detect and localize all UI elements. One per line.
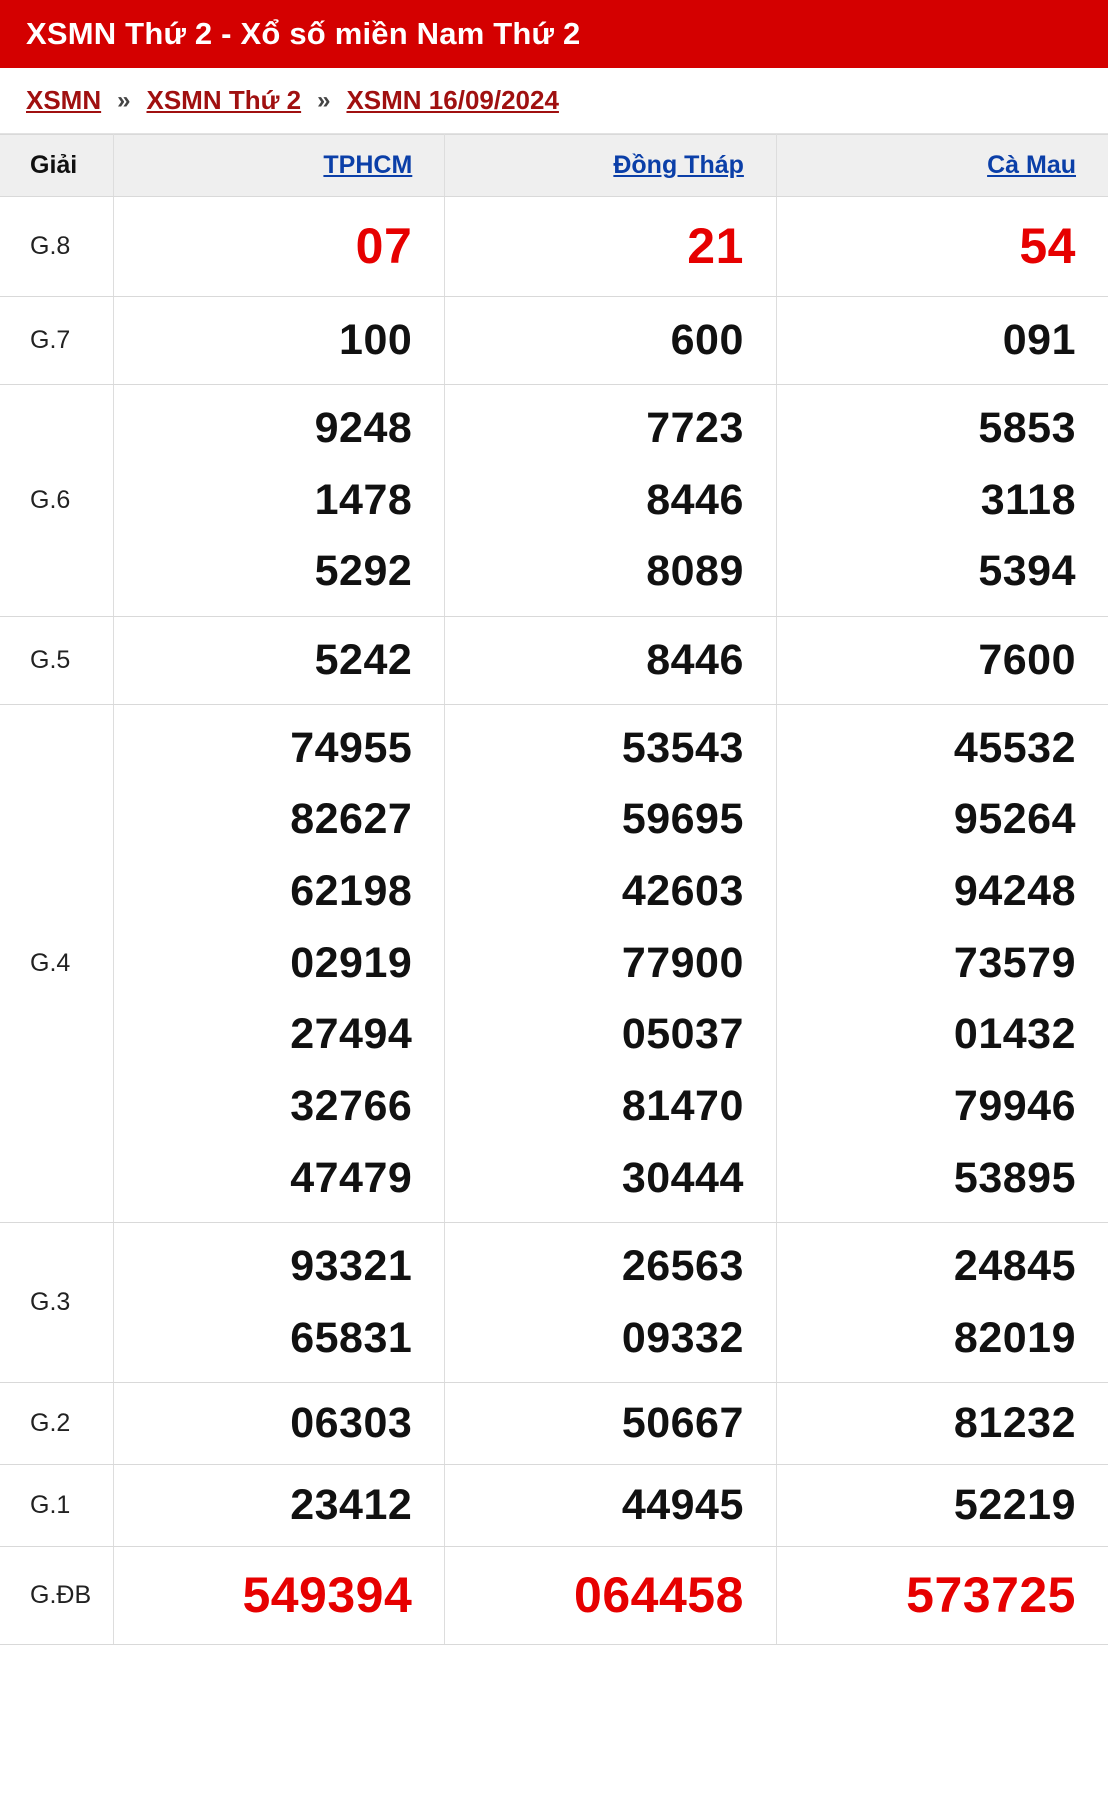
prize-label: G.ĐB [0,1547,113,1645]
number-list [778,1389,1076,1459]
table-row [0,1465,1108,1547]
result-cell-ca-mau [776,1465,1108,1547]
table-header [0,135,1108,197]
result-number: 573725 [906,1567,1076,1623]
result-cell-tphcm [113,617,445,705]
result-cell-tphcm [113,705,445,1223]
number-list [778,626,1076,696]
result-cell-ca-mau [776,617,1108,705]
prize-label: G.3 [0,1223,113,1383]
result-cell-dong-thap [445,197,777,297]
result-number: 23412 [290,1480,413,1529]
number-list [778,1471,1076,1541]
number-list [115,714,413,1214]
number-list [446,626,744,696]
result-number: 5853 [978,404,1076,453]
prize-label: G.2 [0,1383,113,1465]
table-row [0,197,1108,297]
table-row [0,1223,1108,1383]
result-number: 27494 [290,1010,413,1059]
result-number: 82019 [953,1313,1076,1362]
result-cell-ca-mau [776,297,1108,385]
page-header [0,0,1108,68]
table-row [0,297,1108,385]
result-number: 7723 [646,404,744,453]
result-number: 82627 [290,795,413,844]
prize-label: G.5 [0,617,113,705]
result-number: 26563 [621,1241,744,1290]
result-number: 06303 [290,1398,413,1447]
number-list [115,626,413,696]
result-cell-ca-mau [776,197,1108,297]
column-header-ca-mau [776,135,1108,197]
result-number: 44945 [621,1480,744,1529]
result-number: 54 [1019,218,1076,274]
result-cell-tphcm [113,1383,445,1465]
result-cell-ca-mau [776,705,1108,1223]
result-number: 42603 [621,867,744,916]
lottery-results-table [0,134,1108,1645]
province-link-dong-thap[interactable]: Đồng Tháp [613,151,744,179]
number-list [446,1471,744,1541]
result-number: 091 [1002,315,1076,364]
result-number: 9248 [314,404,413,453]
number-list [778,394,1076,607]
result-number: 09332 [621,1313,744,1362]
column-header-dong-thap [445,135,777,197]
result-number: 064458 [574,1567,744,1623]
result-number: 8446 [646,475,744,524]
result-cell-tphcm [113,1547,445,1645]
result-number: 47479 [290,1153,413,1202]
result-cell-dong-thap [445,617,777,705]
result-number: 5292 [314,547,413,596]
result-number: 07 [355,218,413,274]
number-list [115,1232,413,1373]
result-number: 02919 [290,938,413,987]
result-number: 549394 [242,1567,413,1623]
prize-label: G.6 [0,385,113,617]
result-number: 95264 [953,795,1076,844]
result-number: 600 [670,315,744,364]
result-cell-dong-thap [445,705,777,1223]
number-list [115,1555,413,1636]
table-row [0,617,1108,705]
number-list [446,1555,744,1636]
number-list [778,1232,1076,1373]
result-number: 81470 [621,1081,744,1130]
result-number: 77900 [621,938,744,987]
result-number: 53543 [621,723,744,772]
result-number: 24845 [953,1241,1076,1290]
result-cell-ca-mau [776,385,1108,617]
result-number: 30444 [621,1153,744,1202]
result-cell-dong-thap [445,297,777,385]
result-number: 52219 [953,1480,1076,1529]
breadcrumb-separator: » [117,86,131,114]
number-list [115,306,413,376]
result-cell-dong-thap [445,1547,777,1645]
result-number: 94248 [953,867,1076,916]
result-number: 8446 [646,635,744,684]
result-number: 65831 [290,1313,413,1362]
prize-label: G.7 [0,297,113,385]
result-number: 8089 [646,547,744,596]
number-list [446,306,744,376]
result-number: 74955 [290,723,413,772]
result-cell-dong-thap [445,385,777,617]
result-number: 1478 [314,475,413,524]
breadcrumb-separator: » [317,86,331,114]
result-number: 45532 [953,723,1076,772]
result-number: 32766 [290,1081,413,1130]
number-list [446,206,744,287]
breadcrumb-item-xsmn[interactable]: XSMN [26,85,102,115]
prize-label: G.1 [0,1465,113,1547]
result-cell-tphcm [113,1465,445,1547]
number-list [778,714,1076,1214]
number-list [115,1389,413,1459]
result-number: 50667 [621,1398,744,1447]
result-cell-ca-mau [776,1547,1108,1645]
province-link-tphcm[interactable]: TPHCM [323,151,413,179]
number-list [778,1555,1076,1636]
result-number: 93321 [290,1241,413,1290]
table-row [0,1383,1108,1465]
result-number: 81232 [953,1398,1076,1447]
result-number: 62198 [290,867,413,916]
prize-label: G.8 [0,197,113,297]
result-cell-tphcm [113,385,445,617]
number-list [446,1389,744,1459]
result-cell-dong-thap [445,1465,777,1547]
result-number: 05037 [621,1010,744,1059]
breadcrumb-item-xsmn-thu-2[interactable]: XSMN Thứ 2 [146,85,302,115]
number-list [778,206,1076,287]
result-cell-dong-thap [445,1383,777,1465]
column-header-prize: Giải [0,135,113,197]
page-title: XSMN Thứ 2 - Xổ số miền Nam Thứ 2 [26,16,581,51]
result-cell-tphcm [113,197,445,297]
breadcrumb-item-xsmn-date[interactable]: XSMN 16/09/2024 [346,85,559,115]
result-number: 5394 [978,547,1076,596]
number-list [778,306,1076,376]
table-row [0,1547,1108,1645]
table-body [0,197,1108,1645]
result-number: 73579 [953,938,1076,987]
result-cell-ca-mau [776,1223,1108,1383]
column-header-tphcm [113,135,445,197]
result-cell-dong-thap [445,1223,777,1383]
result-number: 100 [339,315,413,364]
number-list [115,206,413,287]
result-number: 5242 [314,635,413,684]
result-cell-ca-mau [776,1383,1108,1465]
result-number: 01432 [953,1010,1076,1059]
table-row [0,385,1108,617]
breadcrumb [0,68,1108,134]
number-list [446,1232,744,1373]
result-number: 21 [687,218,744,274]
number-list [446,394,744,607]
number-list [115,1471,413,1541]
number-list [115,394,413,607]
result-cell-tphcm [113,1223,445,1383]
result-number: 79946 [953,1081,1076,1130]
province-link-ca-mau[interactable]: Cà Mau [987,151,1076,179]
prize-label: G.4 [0,705,113,1223]
result-number: 53895 [953,1153,1076,1202]
result-number: 7600 [978,635,1076,684]
table-header-row [0,135,1108,197]
result-number: 3118 [980,475,1076,524]
number-list [446,714,744,1214]
result-number: 59695 [621,795,744,844]
result-cell-tphcm [113,297,445,385]
table-row [0,705,1108,1223]
